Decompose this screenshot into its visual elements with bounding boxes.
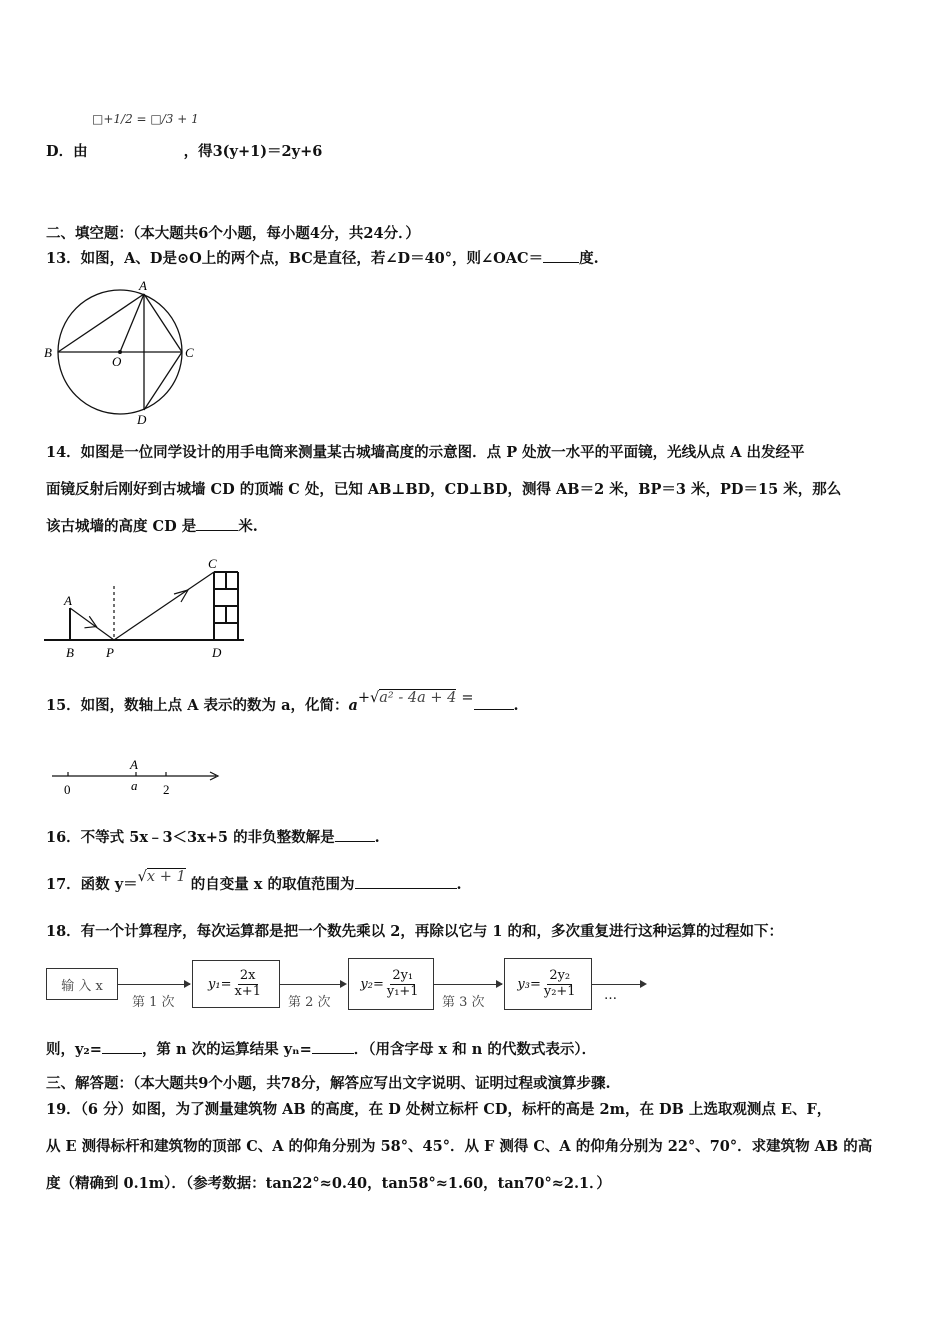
q13-label-a: A bbox=[139, 278, 147, 293]
q15-number-line bbox=[46, 752, 236, 804]
section3-heading: 三、解答题：（本大题共9个小题，共78分，解答应写出文字说明、证明过程或演算步骤. bbox=[46, 1075, 611, 1092]
q15-label-point-a: A bbox=[130, 757, 138, 772]
q18-box3-fraction bbox=[542, 969, 578, 999]
q15-sqrt: √a² - 4a + 4 bbox=[370, 690, 457, 706]
q15-text-a: 15．如图，数轴上点 A 表示的数为 a，化简： bbox=[46, 697, 349, 714]
q18-arrow-2 bbox=[280, 984, 344, 985]
q18-box2-den: y₁+1 bbox=[386, 983, 419, 999]
q17-text-b: 的自变量 x 的取值范围为 bbox=[190, 876, 355, 893]
q17-text-a: 17．函数 y＝ bbox=[46, 876, 138, 893]
q17-text bbox=[46, 869, 462, 894]
q13-circle-figure bbox=[40, 276, 200, 428]
q19-line3: 度（精确到 0.1m）．（参考数据：tan22°≈0.40，tan58°≈1.60，tan70°≈2.1．） bbox=[46, 1175, 611, 1192]
q12-option-d bbox=[46, 140, 322, 161]
q13-label-b: B bbox=[44, 345, 52, 360]
q17-text-c: . bbox=[456, 876, 462, 893]
q18-step1: 第 1 次 bbox=[132, 995, 175, 1010]
q18-box2-lhs: y₂= bbox=[360, 976, 384, 992]
q13-answer-blank[interactable] bbox=[543, 248, 579, 263]
q16-text-b: . bbox=[374, 829, 380, 846]
q18-answer-line bbox=[46, 1038, 596, 1059]
q13-text-a: 13．如图，A、D是⊙O上的两个点，BC是直径，若∠D＝40°，则∠OAC＝ bbox=[46, 250, 544, 267]
q18-input-box bbox=[46, 968, 118, 1000]
q14-label-a: A bbox=[64, 593, 72, 608]
q14-mirror-figure bbox=[40, 556, 260, 666]
q16-text-a: 16．不等式 5x﹣3＜3x+5 的非负整数解是 bbox=[46, 829, 335, 846]
q18-ellipsis: … bbox=[604, 988, 617, 1003]
q14-line2: 面镜反射后刚好到古城墙 CD 的顶端 C 处，已知 AB⊥BD，CD⊥BD，测得 AB＝2 米，BP＝3 米，PD＝15 米，那么 bbox=[46, 481, 842, 498]
q18-arrow-head-4 bbox=[640, 980, 647, 988]
q18-answer-b: ，第 n 次的运算结果 yₙ= bbox=[141, 1041, 312, 1058]
q12d-suffix: ，得3(y+1)＝2y+6 bbox=[183, 143, 323, 160]
q15-text bbox=[46, 690, 519, 715]
q18-answer-c: ．（用含字母 x 和 n 的代数式表示）． bbox=[353, 1041, 597, 1058]
q18-arrow-3 bbox=[434, 984, 502, 985]
q18-flowchart bbox=[44, 954, 654, 1020]
q15-label-zero: 0 bbox=[64, 782, 71, 797]
q14-label-b: B bbox=[66, 645, 74, 660]
q13-text-b: 度. bbox=[579, 250, 599, 267]
q13-label-d: D bbox=[137, 412, 147, 427]
q18-arrow-head-1 bbox=[184, 980, 191, 988]
q15-equals: = bbox=[461, 690, 474, 706]
q13-text bbox=[46, 247, 599, 268]
q18-box3 bbox=[504, 958, 592, 1010]
q14-line1: 14．如图是一位同学设计的用手电筒来测量某古城墙高度的示意图．点 P 处放一水平的平面镜，光线从点 A 出发经平 bbox=[46, 444, 805, 461]
q15-answer-blank[interactable] bbox=[474, 695, 514, 710]
q13-label-o: O bbox=[112, 354, 122, 369]
q15-plus: + bbox=[357, 690, 371, 706]
section2-heading: 二、填空题：（本大题共6个小题，每小题4分，共24分．） bbox=[46, 225, 420, 242]
q18-arrow-head-2 bbox=[340, 980, 347, 988]
q18-y2-blank[interactable] bbox=[102, 1039, 142, 1054]
q18-box3-lhs: y₃= bbox=[517, 976, 541, 992]
q15-radicand: a² - 4a + 4 bbox=[379, 690, 457, 706]
q12d-prefix: D．由 bbox=[46, 143, 88, 160]
q17-sqrt: √x + 1 bbox=[137, 869, 186, 885]
q17-radicand: x + 1 bbox=[146, 869, 186, 885]
q14-label-c: C bbox=[208, 556, 217, 571]
q16-answer-blank[interactable] bbox=[335, 827, 375, 842]
q18-box2-fraction bbox=[385, 969, 421, 999]
q14-label-d: D bbox=[212, 645, 222, 660]
q18-arrow-4 bbox=[592, 984, 642, 985]
q18-box1-lhs: y₁= bbox=[208, 976, 232, 992]
q18-step2: 第 2 次 bbox=[288, 995, 331, 1010]
q13-label-c: C bbox=[185, 345, 194, 360]
q14-label-p: P bbox=[106, 645, 114, 660]
q18-box2-num: 2y₁ bbox=[392, 968, 414, 984]
q14-answer-blank[interactable] bbox=[196, 516, 238, 531]
q18-answer-a: 则，y₂= bbox=[46, 1041, 102, 1058]
q18-yn-blank[interactable] bbox=[312, 1039, 354, 1054]
q18-input-label: 输 入 x bbox=[61, 978, 103, 994]
q18-box1 bbox=[192, 960, 280, 1008]
q18-arrow-1 bbox=[118, 984, 190, 985]
q18-arrow-head-3 bbox=[496, 980, 503, 988]
q18-box2 bbox=[348, 958, 434, 1010]
q14-line3 bbox=[46, 515, 258, 536]
q18-box1-fraction bbox=[232, 969, 263, 999]
q18-step3: 第 3 次 bbox=[442, 995, 485, 1010]
q18-text: 18．有一个计算程序，每次运算都是把一个数先乘以 2，再除以它与 1 的和，多次重复进行这种运算的过程如下： bbox=[46, 923, 783, 940]
q16-text bbox=[46, 826, 380, 847]
q17-answer-blank[interactable] bbox=[355, 874, 457, 889]
q15-var-a: a bbox=[348, 697, 358, 714]
q12d-equation-image bbox=[92, 112, 199, 126]
q18-box1-den: x+1 bbox=[234, 983, 261, 999]
q14-line3-b: 米. bbox=[238, 518, 258, 535]
q19-line1: 19．（6 分）如图，为了测量建筑物 AB 的高度，在 D 处树立标杆 CD，标杆的高是 2m，在 DB 上选取观测点 E、F， bbox=[46, 1101, 832, 1118]
q15-end: . bbox=[513, 697, 519, 714]
q14-line3-a: 该古城墙的高度 CD 是 bbox=[46, 518, 197, 535]
q18-box3-den: y₂+1 bbox=[543, 983, 576, 999]
q18-box1-num: 2x bbox=[239, 968, 256, 984]
q19-line2: 从 E 测得标杆和建筑物的顶部 C、A 的仰角分别为 58°、45°．从 F 测得 C、A 的仰角分别为 22°、70°．求建筑物 AB 的高 bbox=[46, 1138, 873, 1155]
q18-box3-num: 2y₂ bbox=[549, 968, 571, 984]
q15-label-a-value: a bbox=[131, 778, 138, 793]
q12d-equation-text: □+1/2 = □/3 + 1 bbox=[92, 112, 199, 126]
q15-label-two: 2 bbox=[163, 782, 170, 797]
